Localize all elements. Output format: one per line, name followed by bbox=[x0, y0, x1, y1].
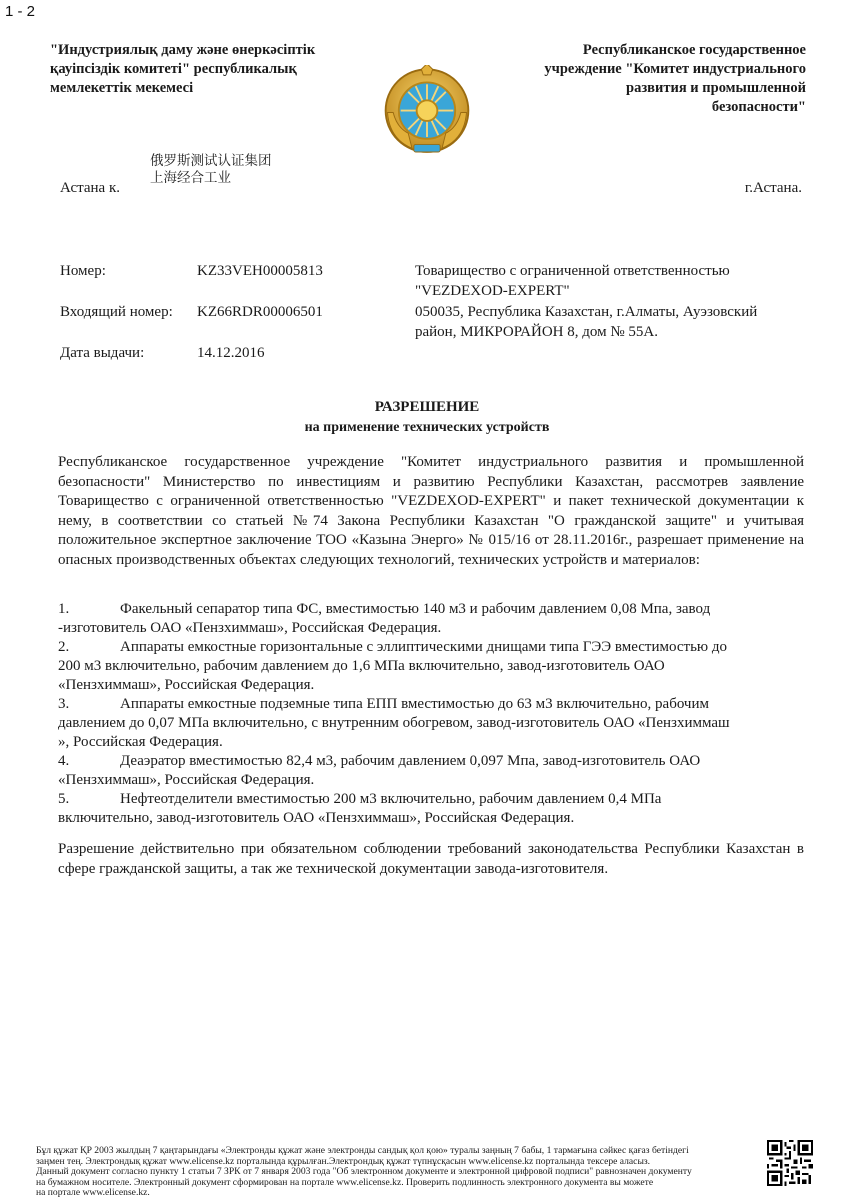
page-number: 1 - 2 bbox=[5, 3, 36, 20]
header-right-line: учреждение "Комитет индустриального bbox=[544, 61, 806, 77]
document-title: РАЗРЕШЕНИЕ bbox=[374, 399, 480, 415]
item-text: «Пензхиммаш», Российская Федерация. bbox=[58, 772, 315, 788]
number-value: KZ33VEH00005813 bbox=[197, 263, 323, 279]
item-text: Аппараты емкостные горизонтальные с эллиптическими днищами типа ГЭЭ вместимостью до bbox=[120, 639, 728, 655]
item-number: 5. bbox=[58, 791, 70, 807]
header-left-line: "Индустриялық даму және өнеркәсіптік bbox=[50, 42, 316, 58]
header-right-line: развития и промышленной bbox=[626, 80, 806, 96]
list-item bbox=[58, 638, 808, 695]
item-text: Деаэратор вместимостью 82,4 м3, рабочим давлением 0,097 Мпа, завод-изготовитель ОАО bbox=[120, 753, 701, 769]
item-text: », Российская Федерация. bbox=[58, 734, 223, 750]
item-text: включительно, завод-изготовитель ОАО «Пензхиммаш», Российская Федерация. bbox=[58, 810, 575, 826]
city-right: г.Астана. bbox=[744, 180, 802, 196]
number-label: Номер: bbox=[60, 263, 106, 279]
footer-line: Бұл құжат ҚР 2003 жылдың 7 қаңтарындағы «Электронды құжат және электронды сандық қол қою» туралы заңның 7 бабы, 1 тармағына сәйкес қағаз бетіндегі bbox=[36, 1145, 689, 1156]
item-text: Аппараты емкостные подземные типа ЕПП вместимостью до 63 м3 включительно, рабочим bbox=[120, 696, 709, 712]
footer-line: Данный документ согласно пункту 1 статьи 7 ЗРК от 7 января 2003 года "Об электронном документе и электронной цифровой подписи" равнозначен документу bbox=[36, 1166, 692, 1178]
device-list bbox=[58, 600, 808, 828]
list-item bbox=[58, 752, 808, 790]
header-left-kazakh bbox=[50, 41, 370, 98]
footer-line: на портале www.elicense.kz. bbox=[36, 1187, 150, 1199]
header-right-line: безопасности" bbox=[711, 99, 806, 115]
issue-date-label: Дата выдачи: bbox=[60, 345, 145, 361]
recipient-line: 050035, Республика Казахстан, г.Алматы, Ауэзовский bbox=[415, 304, 758, 320]
header-left-line: мемлекеттік мекемесі bbox=[50, 80, 194, 96]
chinese-line: 俄罗斯测试认证集团 bbox=[150, 153, 272, 169]
item-number: 4. bbox=[58, 753, 70, 769]
document-subtitle: на применение технических устройств bbox=[304, 420, 550, 435]
item-text: «Пензхиммаш», Российская Федерация. bbox=[58, 677, 315, 693]
intro-paragraph: Республиканское государственное учреждение "Комитет индустриального развития и промышленной безопасности" Министерство по инвестициям и развитию Республики Казахстан, рассмотрев заявление Товарищество с ограниченной ответственностью "VEZDEXOD-EXPERT" и пакет технической документации к нему, в соответствии со статьей №74 Закона Республики Казахстан "О гражданской защите" и учитывая положительное экспертное заключение ТОО «Казына Энерго» № 015/16 от 28.11.2016г., разрешает применение на опасных производственных объектах следующих технологий, технических устройств и материалов: bbox=[58, 454, 804, 568]
state-emblem-icon bbox=[380, 65, 474, 160]
recipient-line: Товарищество с ограниченной ответственностью bbox=[415, 263, 730, 279]
item-text: Факельный сепаратор типа ФС, вместимостью 140 м3 и рабочим давлением 0,08 Мпа, завод bbox=[120, 601, 711, 617]
qr-code-icon bbox=[767, 1140, 813, 1186]
footer-line: заңмен тең. Электрондық құжат www.elicense.kz порталында құрылған.Электрондық құжат түпнұсқасын www.elicense.kz порталында тексере аласыз. bbox=[36, 1155, 651, 1167]
recipient-address bbox=[415, 302, 810, 342]
list-item bbox=[58, 600, 808, 638]
recipient-line: "VEZDEXOD-EXPERT" bbox=[415, 283, 570, 299]
city-left: Астана к. bbox=[60, 180, 120, 196]
item-text: 200 м3 включительно, рабочим давлением до 1,6 МПа включительно, завод-изготовитель ОАО bbox=[58, 658, 665, 674]
header-left-line: қауіпсіздік комитеті" республикалық bbox=[50, 61, 297, 77]
chinese-watermark-text bbox=[150, 153, 272, 187]
item-text: Нефтеотделители вместимостью 200 м3 включительно, рабочим давлением 0,4 МПа bbox=[120, 791, 662, 807]
incoming-number-label: Входящий номер: bbox=[60, 304, 173, 320]
closing-paragraph: Разрешение действительно при обязательном соблюдении требований законодательства Республики Казахстан в сфере гражданской защиты, а так же технической документации завода-изготовителя. bbox=[58, 841, 804, 877]
header-right-line: Республиканское государственное bbox=[582, 42, 806, 58]
item-text: -изготовитель ОАО «Пензхиммаш», Российская Федерация. bbox=[58, 620, 442, 636]
issue-date-value: 14.12.2016 bbox=[197, 345, 265, 361]
item-text: давлением до 0,07 МПа включительно, с внутренним обогревом, завод-изготовитель ОАО «Пензхиммаш bbox=[58, 715, 730, 731]
footer-line: на бумажном носителе. Электронный документ сформирован на портале www.elicense.kz. Проверить подлинность электронного документа вы можете bbox=[36, 1176, 654, 1188]
header-right-russian bbox=[476, 41, 806, 117]
item-number: 1. bbox=[58, 601, 70, 617]
item-number: 3. bbox=[58, 696, 70, 712]
legal-footer bbox=[36, 1146, 736, 1199]
recipient-line: район, МИКРОРАЙОН 8, дом № 55А. bbox=[415, 324, 658, 340]
list-item bbox=[58, 790, 808, 828]
list-item bbox=[58, 695, 808, 752]
item-number: 2. bbox=[58, 639, 70, 655]
recipient-name bbox=[415, 261, 810, 301]
incoming-number-value: KZ66RDR00006501 bbox=[197, 304, 323, 320]
chinese-line: 上海经合工业 bbox=[150, 170, 231, 186]
